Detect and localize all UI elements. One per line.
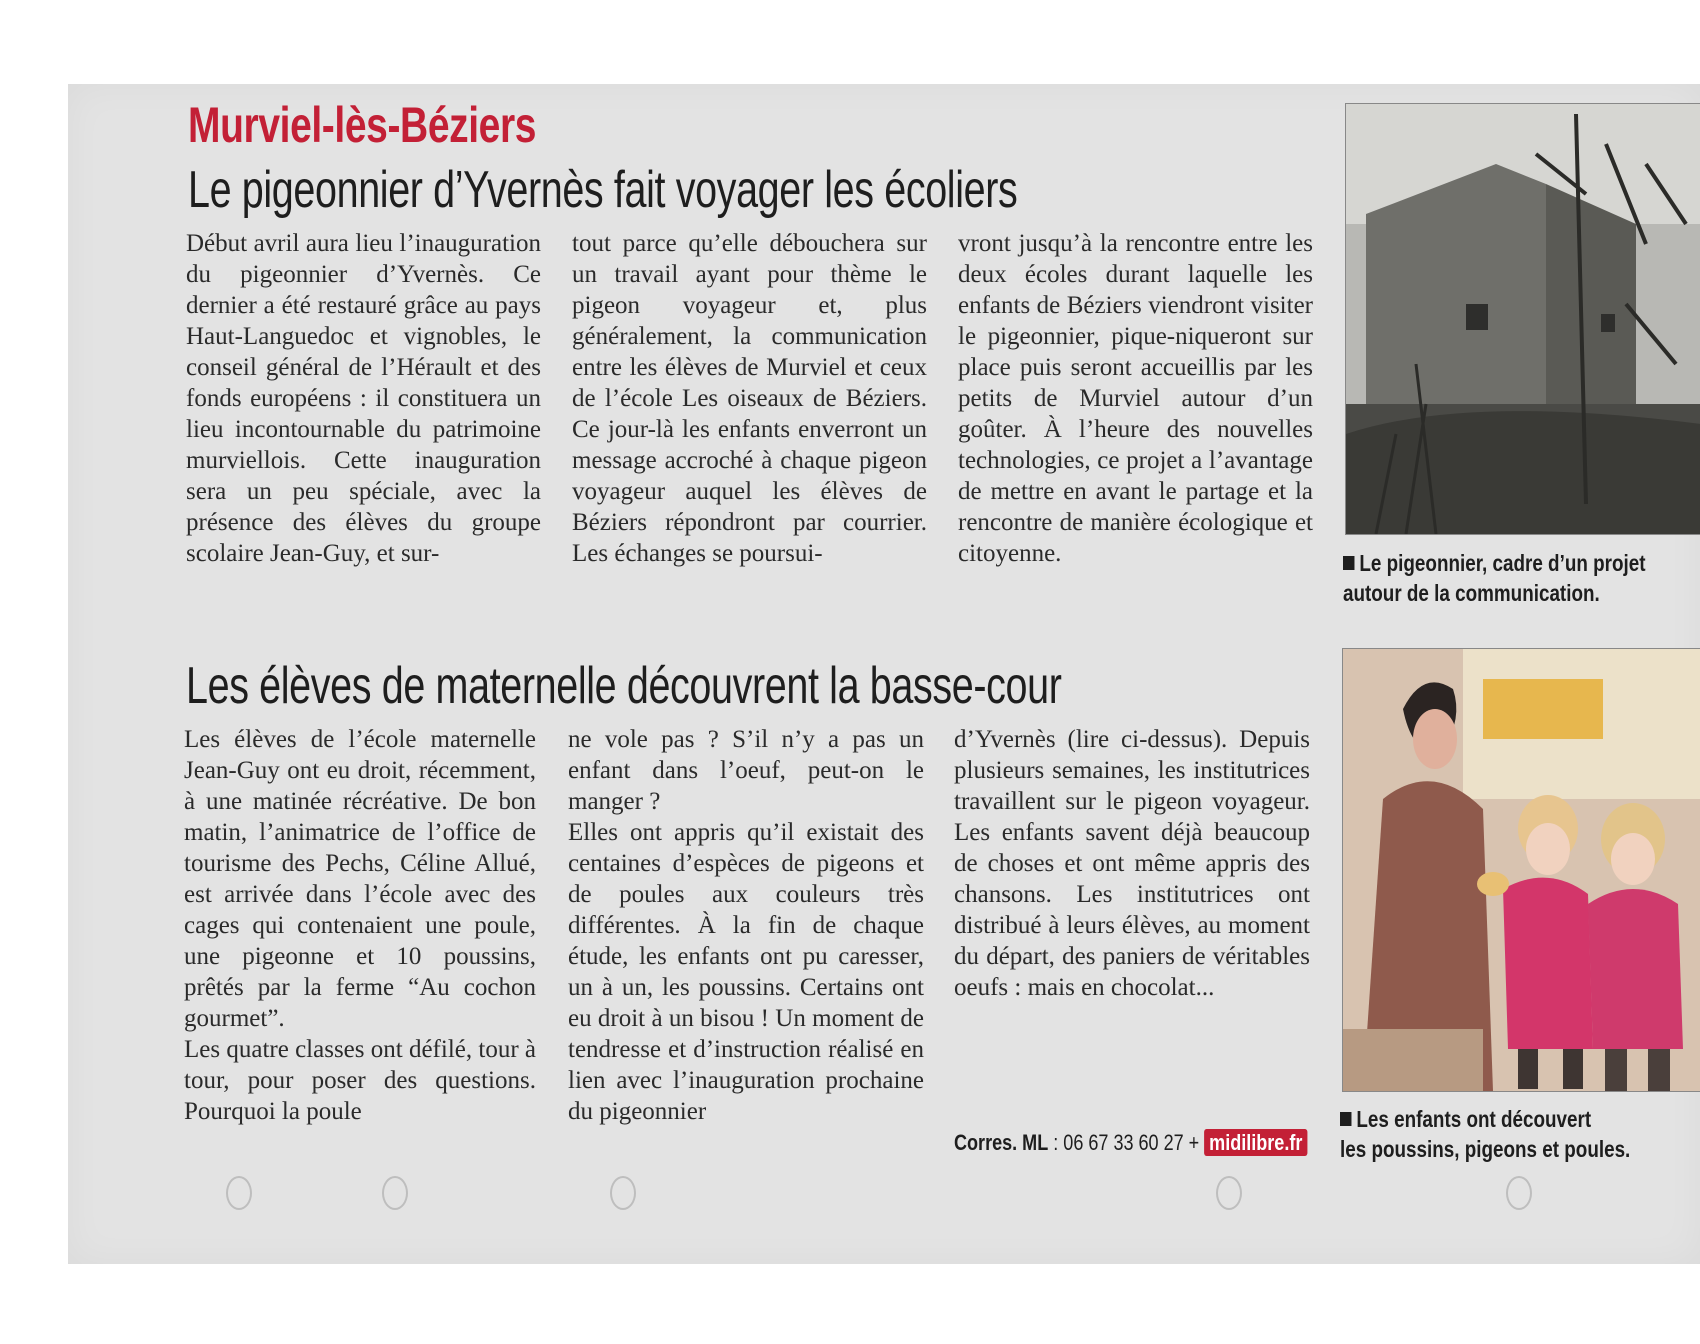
credit-phone: : 06 67 33 60 27 + — [1053, 1130, 1200, 1155]
photo2-caption-text-2: les poussins, pigeons et poules. — [1340, 1136, 1631, 1162]
binder-hole-mark — [382, 1176, 408, 1210]
article2-column-1 — [184, 724, 536, 1127]
article2-headline: Les élèves de maternelle découvrent la basse-cour — [186, 657, 1062, 715]
photo-children — [1342, 648, 1700, 1092]
article2-column-2-paragraph-1: ne vole pas ? S’il n’y a pas un enfant dans l’oeuf, peut-on le manger ? — [568, 726, 924, 815]
pigeonnier-illustration — [1346, 104, 1700, 534]
article2-column-2-paragraph-2: Elles ont appris qu’il existait des centaines d’espèces de pigeons et de poules aux couleurs très différentes. À la fin de chaque étude, les enfants ont pu caresser, un à un, les poussins. Certains ont eu droit à un bisou ! Un moment de tendresse et d’instruction réalisé en lien avec l’inauguration prochaine du pigeonnier — [568, 819, 924, 1125]
photo1-caption-line-1 — [1343, 548, 1645, 578]
photo2-caption — [1340, 1104, 1630, 1164]
article2-column-3-text: d’Yvernès (lire ci-dessus). Depuis plusieurs semaines, les institutrices travaillent sur le pigeon voyageur. Les enfants savent déjà beaucoup de choses et ont même appris des chansons. Les institutrices ont distribué à leurs élèves, au moment du départ, des paniers de véritables oeufs : mais en chocolat... — [954, 726, 1310, 1001]
correspondent-credit — [954, 1130, 1307, 1156]
binder-hole-mark — [1506, 1176, 1532, 1210]
binder-hole-mark — [1216, 1176, 1242, 1210]
article1-column-2 — [572, 228, 927, 569]
binder-hole-mark — [610, 1176, 636, 1210]
credit-label: Corres. ML — [954, 1130, 1049, 1155]
photo2-caption-line-1 — [1340, 1104, 1630, 1134]
photo1-caption — [1343, 548, 1645, 608]
locality-heading: Murviel-lès-Béziers — [188, 97, 537, 153]
article1-headline: Le pigeonnier d’Yvernès fait voyager les écoliers — [188, 161, 1018, 219]
children-illustration — [1343, 649, 1700, 1091]
photo-pigeonnier — [1345, 103, 1700, 535]
midilibre-badge: midilibre.fr — [1204, 1129, 1307, 1156]
article2-column-1-paragraph-1: Les élèves de l’école maternelle Jean-Guy ont eu droit, récemment, à une matinée récréative. De bon matin, l’animatrice de l’office de tourisme des Pechs, Céline Allué, est arrivée dans l’école avec des cages qui contenaient une poule, une pigeonne et 10 poussins, prêtés par la ferme “Au cochon gourmet”. — [184, 726, 536, 1032]
article2-column-3 — [954, 724, 1310, 1003]
article2-column-2 — [568, 724, 924, 1127]
article1-column-1 — [186, 228, 541, 569]
article1-column-3-text: vront jusqu’à la rencontre entre les deux écoles durant laquelle les enfants de Béziers viendront visiter le pigeonnier, pique-niqueront sur place puis seront accueillis par les petits de Murviel autour d’un goûter. À l’heure des nouvelles technologies, ce projet a l’avantage de mettre en avant le partage et la rencontre de manière écologique et citoyenne. — [958, 230, 1313, 567]
photo2-caption-text-1: Les enfants ont découvert — [1356, 1106, 1592, 1132]
photo1-caption-text-2: autour de la communication. — [1343, 580, 1600, 606]
article1-column-1-text: Début avril aura lieu l’inauguration du pigeonnier d’Yvernès. Ce dernier a été restauré grâce au pays Haut-Languedoc et vignobles, le conseil général de l’Hérault et des fonds européens : il constituera un lieu incontournable du patrimoine murviellois. Cette inauguration sera un peu spéciale, avec la présence des élèves du groupe scolaire Jean-Guy, et sur- — [186, 230, 541, 567]
photo1-caption-text-1: Le pigeonnier, cadre d’un projet — [1359, 550, 1646, 576]
binder-hole-mark — [226, 1176, 252, 1210]
article2-column-1-paragraph-2: Les quatre classes ont défilé, tour à tour, pour poser des questions. Pourquoi la poule — [184, 1036, 536, 1125]
article1-column-3 — [958, 228, 1313, 569]
bullet-square-icon — [1340, 1112, 1351, 1126]
bullet-square-icon — [1343, 556, 1354, 570]
article1-column-2-text: tout parce qu’elle débouchera sur un travail ayant pour thème le pigeon voyageur et, plus généralement, la communication entre les élèves de Murviel et ceux de l’école Les oiseaux de Béziers. Ce jour-là les enfants enverront un message accroché à chaque pigeon voyageur auquel les élèves de Béziers répondront par courrier. Les échanges se poursui- — [572, 230, 927, 567]
